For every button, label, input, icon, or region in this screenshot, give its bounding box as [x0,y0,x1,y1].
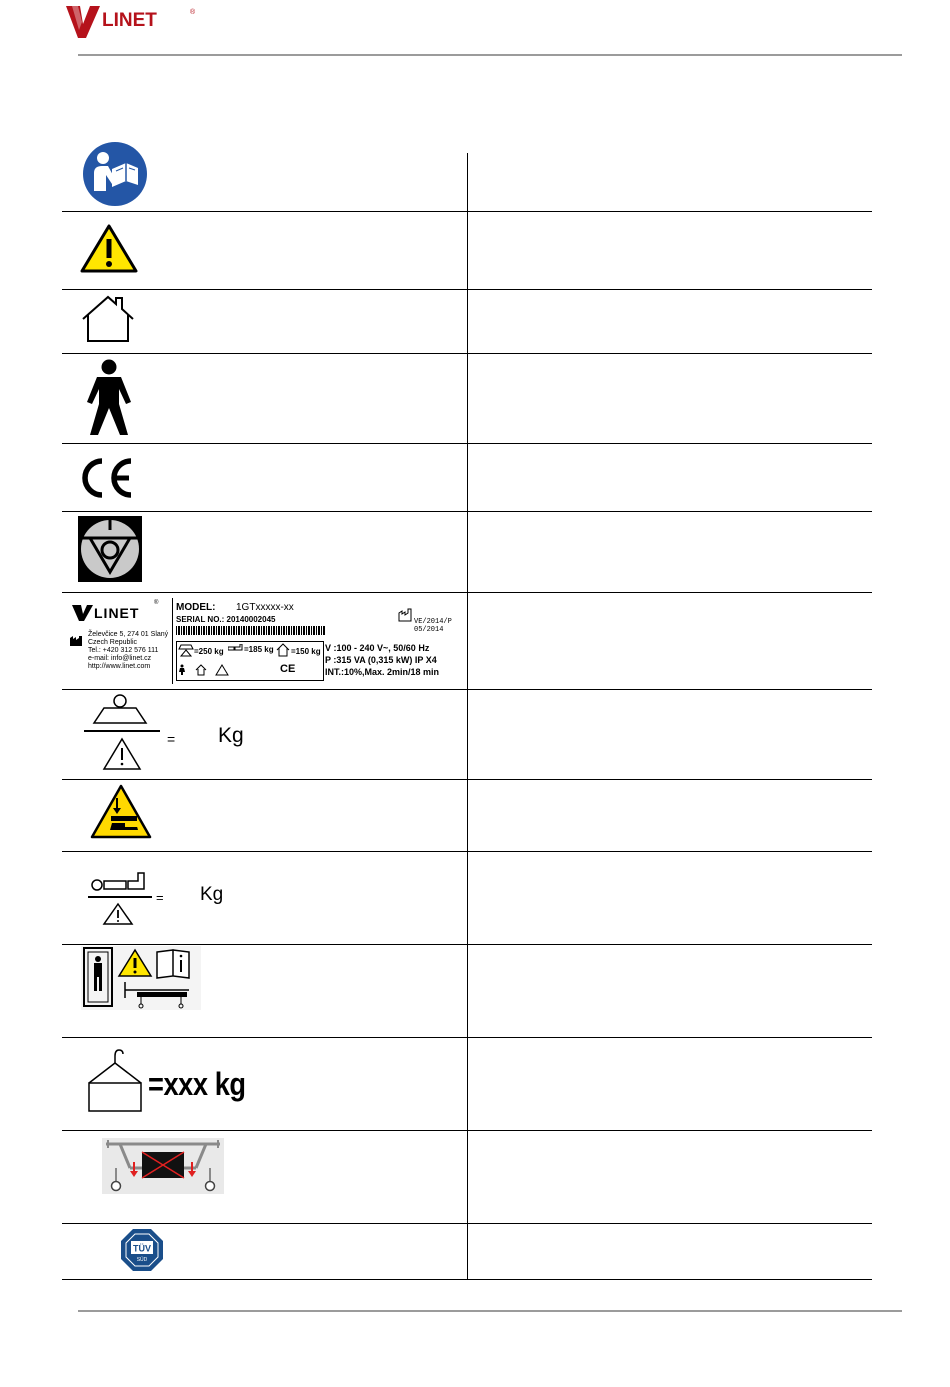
row-divider [62,353,872,354]
label-indoor: =150 kg [291,647,321,656]
row-divider [62,289,872,290]
label-power: P :315 VA (0,315 kW) IP X4 [325,655,437,665]
barcode [176,626,326,635]
indoor-mini-icon [276,643,290,657]
label-swl: =250 kg [194,647,224,656]
header-divider [78,54,902,56]
label-address [88,631,168,671]
row-divider [62,443,872,444]
label-small-icons [178,664,238,676]
label-date: 05/2014 [414,626,444,634]
tuv-text: TÜV [133,1243,151,1254]
swl-mini-icon [178,643,194,657]
hoist-weight-text: =xxx kg [148,1066,246,1102]
patient-weight-equals: = [156,890,164,905]
read-instructions-icon [82,141,148,212]
safe-working-load-icon [82,693,178,778]
label-serial: SERIAL NO.: 20140002045 [176,615,276,624]
footer-divider [78,1310,902,1312]
label-address-line: e-mail: info@linet.cz [88,655,152,662]
swl-equals: = [167,731,176,747]
hoist-weight-icon [86,1047,144,1118]
row-divider [62,944,872,945]
rating-label [70,598,460,684]
row-divider [62,1223,872,1224]
crush-hazard-icon [90,784,152,845]
entrapment-warning-icon [81,946,201,1015]
row-divider [62,1279,872,1280]
label-address-line: Tel.: +420 312 576 111 [88,647,159,654]
label-logo-mark [72,602,94,622]
label-brand: LINET [94,605,140,621]
label-electrical [325,642,439,678]
label-ce: CE [280,663,296,675]
label-batch: VE/2014/P [414,618,452,626]
manufacturer-icon [70,636,82,646]
label-reg-mark: ® [154,600,159,606]
row-divider [62,1130,872,1131]
label-patient: =185 kg [244,645,274,654]
label-model-key: MODEL: [176,602,216,613]
swl-unit: Kg [218,724,244,747]
label-address-line: http://www.linet.com [88,663,151,670]
label-address-line: Želevčice 5, 274 01 Slaný [88,631,169,638]
patient-weight-unit: Kg [200,884,224,905]
label-divider [172,598,173,684]
tuv-sub-text: SÜD [136,1257,148,1263]
patient-mini-icon [228,644,244,654]
max-patient-weight-icon [86,870,162,931]
warning-icon [80,224,138,279]
manufacture-date-icon [398,608,412,622]
table-column-divider [467,153,468,1279]
logo-registered-mark: ® [190,9,196,16]
row-divider [62,1037,872,1038]
row-divider [62,779,872,780]
label-duty: INT.:10%,Max. 2min/18 min [325,667,440,677]
indoor-use-icon [80,295,136,348]
label-voltage: V :100 - 240 V~, 50/60 Hz [325,643,430,653]
logo-text: LINET [102,10,157,31]
linet-logo [66,2,206,42]
row-divider [62,851,872,852]
tuv-sud-icon [120,1228,164,1277]
no-storage-under-bed-icon [102,1138,224,1199]
row-divider [62,592,872,593]
label-address-line: Czech Republic [88,639,138,646]
row-divider [62,689,872,690]
ce-mark-icon [78,457,134,504]
row-divider [62,511,872,512]
equipotential-icon [78,516,142,587]
row-divider [62,211,872,212]
label-model-value: 1GTxxxxx-xx [236,602,294,613]
type-b-applied-part-icon [84,358,134,443]
